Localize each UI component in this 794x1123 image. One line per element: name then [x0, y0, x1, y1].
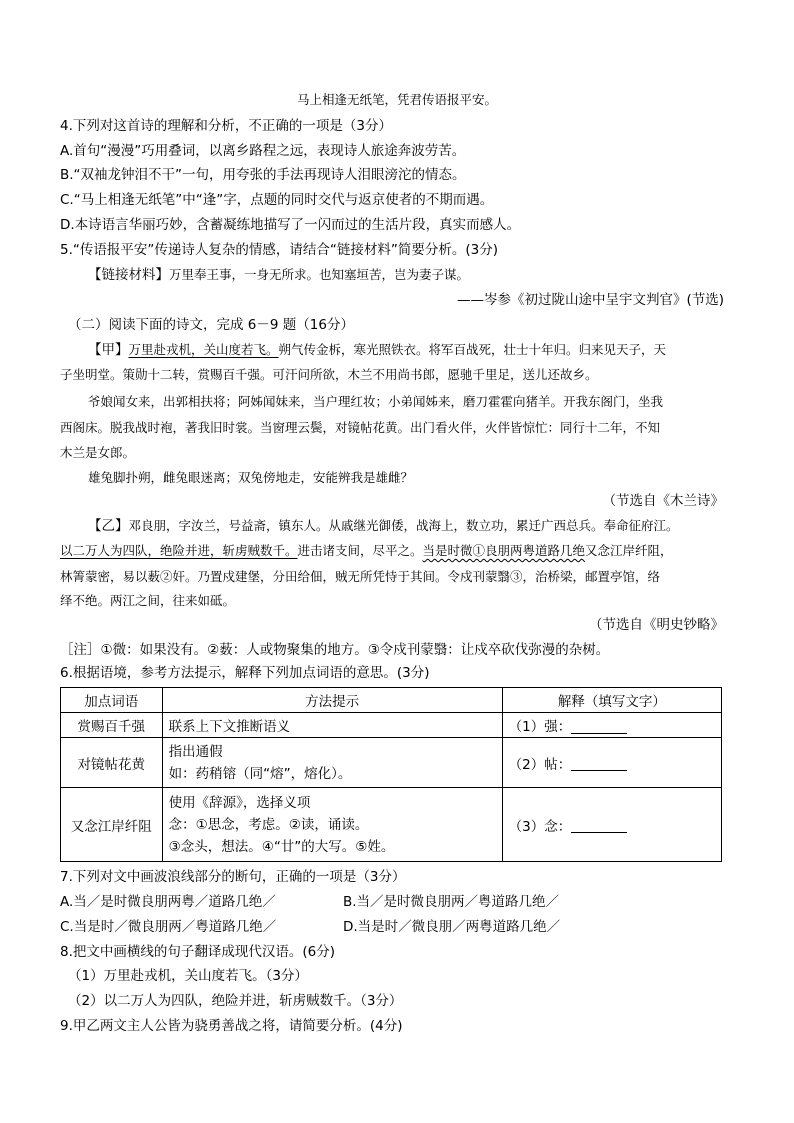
jia-p2-line3: 木兰是女郎。: [60, 445, 136, 460]
link-material-text: 万里奉王事，一身无所求。也知塞垣苦，岂为妻子谋。: [169, 267, 470, 282]
row2-word: 对镜帖花黄: [61, 738, 163, 788]
row3-hint-line2: 念：①思念，考虑。②读，诵读。: [168, 816, 369, 833]
table-header-answer: 解释（填写文字）: [502, 688, 721, 713]
row2-answer-label: （2）帖：: [508, 756, 572, 773]
table-row: [61, 738, 722, 788]
q4-stem: 4.下列对这首诗的理解和分析，不正确的一项是（3分）: [60, 118, 392, 134]
yi-source: （节选自《明史钞略》: [589, 617, 724, 633]
row3-hint-line1: 使用《辞源》，选择义项: [168, 794, 311, 811]
yi-line1: [88, 517, 679, 535]
yi-wavy-sentence: 当是时微①良朋两粤道路几绝: [422, 543, 586, 558]
jia-source: （节选自《木兰诗》: [602, 493, 724, 509]
q5-stem: 5.“传语报平安”传递诗人复杂的情感，请结合“链接材料”简要分析。(3分): [60, 242, 498, 258]
jia-p2-line1: 爷娘闻女来，出郭相扶将；阿姊闻妹来，当户理红妆；小弟闻姊来，磨刀霍霍向猪羊。开我东阁门，坐我: [88, 394, 664, 409]
q6-stem: 6.根据语境，参考方法提示，解释下列加点词语的意思。(3分): [60, 665, 430, 681]
yi-line2-mid: 进击诸支间，尽平之。: [297, 543, 423, 558]
row3-hint-line3: ③念头，想法。④“廿”的大写。⑤姓。: [168, 838, 395, 855]
row2-answer-blank[interactable]: [571, 758, 627, 771]
q8-stem: 8.把文中画横线的句子翻译成现代汉语。(6分): [60, 944, 336, 960]
q4-option-c: C.“马上相逢无纸笔”中“逢”字，点题的同时交代与返京使者的不期而遇。: [60, 192, 494, 208]
row1-hint: 联系上下文推断语义: [162, 713, 502, 738]
jia-p1-line2: 子坐明堂。策勋十二转，赏赐百千强。可汗问所欲，木兰不用尚书郎，愿驰千里足，送儿还故乡。: [60, 367, 598, 382]
q8-sentence-2: （2）以二万人为四队，绝险并进，斩虏贼数千。（3分）: [68, 993, 403, 1009]
table-header-row: [61, 688, 722, 713]
yi-line2: [60, 542, 673, 560]
table-header-hint: 方法提示: [162, 688, 502, 713]
link-material-label: 【链接材料】: [88, 267, 169, 283]
row1-answer-cell: [502, 713, 721, 738]
row3-answer-cell: [502, 788, 721, 862]
yi-label: 【乙】: [88, 518, 129, 534]
jia-p1-line1: [88, 341, 666, 359]
jia-p1-rest: 朔气传金柝，寒光照铁衣。将军百战死，壮士十年归。归来见天子，天: [278, 342, 667, 357]
row2-answer-cell: [502, 738, 721, 788]
jia-underlined-sentence: 万里赴戎机，关山度若飞。: [128, 342, 279, 357]
row2-hint-line1: 指出通假: [168, 743, 223, 760]
link-material-source: ——岑参《初过陇山途中呈宇文判官》(节选): [456, 292, 724, 308]
q7-option-b: B.当／是时微良朋两／粤道路几绝／: [343, 894, 560, 910]
yi-line3: 林箐蒙密，易以薮②奸。乃置戍建堡，分田给佃，贼无所凭恃于其间。令戍刊蒙翳③，治桥梁，邮置亭馆，络: [60, 569, 661, 584]
q4-option-a: A.首句“漫漫”巧用叠词，以离乡路程之远，表现诗人旅途奔波劳苦。: [60, 143, 466, 159]
q6-method-table: [60, 687, 722, 862]
row3-word: 又念江岸纤阻: [61, 788, 163, 862]
section2-title: （二）阅读下面的诗文，完成 6－9 题（16分）: [68, 317, 354, 333]
jia-p3: 雄兔脚扑朔，雌兔眼迷离；双兔傍地走，安能辨我是雄雌？: [88, 470, 414, 485]
row2-hint: [162, 738, 502, 788]
table-row: [61, 788, 722, 862]
row3-hint: [162, 788, 502, 862]
jia-label: 【甲】: [88, 342, 129, 358]
poem-last-line: 马上相逢无纸笔，凭君传语报平安。: [296, 92, 497, 107]
row3-answer-blank[interactable]: [571, 820, 627, 833]
q7-option-d: D.当是时／微良朋／两粤道路几绝／: [343, 919, 561, 935]
jia-p2-line2: 西阁床。脱我战时袍，著我旧时裳。当窗理云鬓，对镜帖花黄。出门看火伴，火伴皆惊忙：同行十二年，不知: [60, 420, 661, 435]
yi-line2-end: 又念江岸纤阻，: [585, 543, 673, 558]
annotation-note: ［注］①微：如果没有。②薮：人或物聚集的地方。③令戍刊蒙翳：让戍卒砍伐弥漫的杂树。: [60, 642, 610, 658]
link-material: [88, 266, 469, 284]
q9-stem: 9.甲乙两文主人公皆为骁勇善战之将，请简要分析。(4分): [60, 1018, 403, 1034]
table-header-word: 加点词语: [61, 688, 163, 713]
yi-underlined-sentence: 以二万人为四队，绝险并进，斩虏贼数千。: [60, 543, 298, 558]
row2-hint-line2: 如：药稍镕（同“熔”，熔化）。: [168, 765, 352, 782]
row1-word: 赏赐百千强: [61, 713, 163, 738]
q7-option-a: A.当／是时微良朋两粤／道路几绝／: [60, 894, 276, 910]
q7-stem: 7.下列对文中画波浪线部分的断句，正确的一项是（3分）: [60, 869, 406, 885]
table-row: [61, 713, 722, 738]
row1-answer-label: （1）强：: [508, 719, 572, 735]
q8-sentence-1: （1）万里赴戎机，关山度若飞。（3分）: [68, 968, 308, 984]
row3-answer-label: （3）念：: [508, 818, 572, 835]
q4-option-d: D.本诗语言华丽巧妙，含蓄凝练地描写了一闪而过的生活片段，真实而感人。: [60, 217, 521, 233]
q4-option-b: B.“双袖龙钟泪不干”一句，用夸张的手法再现诗人泪眼滂沱的情态。: [60, 167, 466, 183]
q7-option-c: C.当是时／微良朋两／粤道路几绝／: [60, 919, 277, 935]
row1-answer-blank[interactable]: [571, 721, 627, 734]
yi-line4: 绎不绝。两江之间，往来如砥。: [60, 593, 236, 608]
yi-line1-text: 邓良朋，字汝兰，号益斋，镇东人。从戚继光御倭，战海上，数立功，累迁广西总兵。奉命征府江。: [128, 518, 679, 533]
